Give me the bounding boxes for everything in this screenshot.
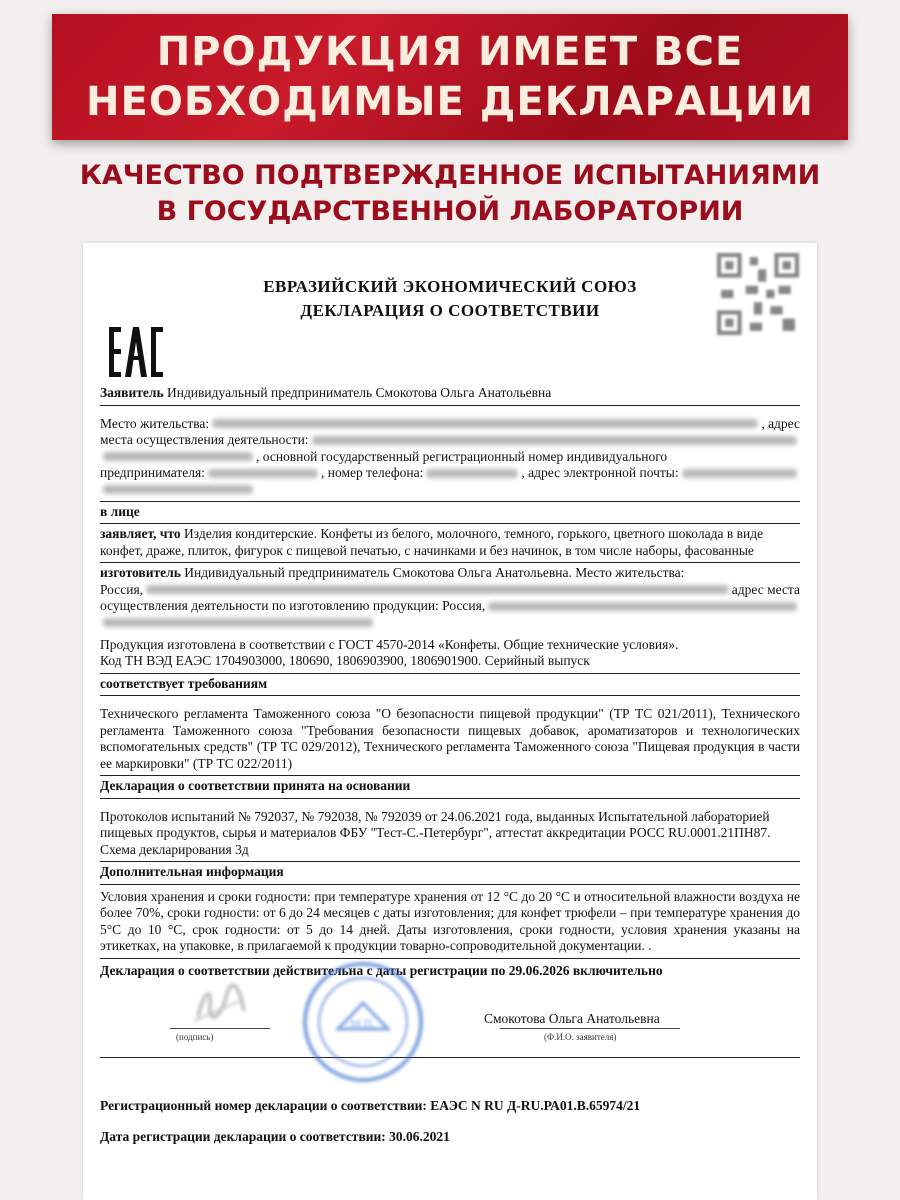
- redacted-manufacturer-address: [146, 585, 729, 594]
- declares-value: Изделия кондитерские. Конфеты из белого, молочного, темного, горького, цветного шоколада в виде конфет, драже, плиток, фигурок с пищевой печатью, с начинками и без начинок, в том числе наборы, фасованные: [100, 526, 764, 558]
- subtitle-line-2: В ГОСУДАРСТВЕННОЙ ЛАБОРАТОРИИ: [156, 196, 744, 227]
- signatory-name: Смокотова Ольга Анатольевна: [484, 1011, 660, 1026]
- redacted-email: [682, 469, 797, 478]
- complies-value: Технического регламента Таможенного союза "О безопасности пищевой продукции" (ТР ТС 021/2011), Технического регламента Таможенного союза "Требования безопасности пищевых добавок, ароматизаторов и технологических вспомогательных средств" (ТР ТС 029/2012), Технического регламента Таможенного союза "Пищевая продукция в части ее маркировки" (ТР ТС 022/2011): [100, 696, 800, 776]
- applicant-value: Индивидуальный предприниматель Смокотова Ольга Анатольевна: [166, 385, 552, 400]
- document-union-title: ЕВРАЗИЙСКИЙ ЭКОНОМИЧЕСКИЙ СОЮЗ: [263, 277, 637, 296]
- applicant-label: Заявитель: [100, 385, 164, 400]
- manufacturer-section: [100, 563, 800, 674]
- entrepreneur-label: предпринимателя:: [100, 465, 205, 480]
- seal-stamp: [300, 959, 426, 1085]
- phone-label: , номер телефона:: [321, 465, 424, 480]
- redacted-email-end: [103, 485, 253, 494]
- document-header: [83, 275, 817, 323]
- complies-label: соответствует требованиям: [100, 674, 800, 697]
- subtitle: [20, 158, 880, 230]
- declares-label: заявляет, что: [100, 526, 181, 541]
- redacted-address-end: [103, 452, 253, 461]
- additional-label: Дополнительная информация: [100, 862, 800, 885]
- signature-scrawl: [190, 981, 250, 1025]
- signature-area: [100, 981, 800, 1058]
- manufacturer-activity: осуществления деятельности по изготовлению продукции: Россия,: [100, 598, 486, 613]
- activity-address-label: места осуществления деятельности:: [100, 432, 309, 447]
- email-label: , адрес электронной почты:: [521, 465, 679, 480]
- manufacturer-country: Россия,: [100, 581, 144, 597]
- redacted-production-address-end: [103, 618, 373, 627]
- code-text: Код ТН ВЭД ЕАЭС 1704903000, 180690, 1806903900, 1806901900. Серийный выпуск: [100, 653, 590, 668]
- banner-line-1: ПРОДУКЦИЯ ИМЕЕТ ВСЕ: [156, 29, 744, 75]
- signature-caption: (подпись): [176, 1032, 214, 1042]
- standard-text: Продукция изготовлена в соответствии с ГОСТ 4570-2014 «Конфеты. Общие технические условия».: [100, 636, 679, 652]
- manufacturer-address-label: адрес места: [731, 581, 800, 597]
- applicant-section: [100, 383, 800, 406]
- basis-section: [100, 799, 800, 863]
- registration-date: Дата регистрации декларации о соответствии: 30.06.2021: [100, 1128, 450, 1144]
- registration-text: , основной государственный регистрационный номер индивидуального: [256, 448, 668, 464]
- redacted-ogrn: [208, 469, 318, 478]
- residence-tail: , адрес: [761, 415, 800, 431]
- header-banner: [52, 14, 848, 140]
- manufacturer-value: Индивидуальный предприниматель Смокотова Ольга Анатольевна. Место жительства:: [184, 565, 685, 580]
- manufacturer-label: изготовитель: [100, 565, 181, 580]
- declares-section: [100, 524, 800, 563]
- registration-number: Регистрационный номер декларации о соответствии: ЕАЭС N RU Д-RU.РА01.В.65974/21: [100, 1098, 641, 1113]
- redacted-phone: [426, 469, 518, 478]
- svg-text:М.П.: М.П.: [350, 1016, 376, 1030]
- banner-line-2: НЕОБХОДИМЫЕ ДЕКЛАРАЦИИ: [86, 79, 814, 125]
- redacted-activity-address: [312, 436, 797, 445]
- in-person-section: в лице: [100, 502, 800, 525]
- residence-section: [100, 406, 800, 502]
- document-body: [100, 383, 800, 1145]
- qr-code-icon: [717, 253, 799, 335]
- validity-text: Декларация о соответствии действительна с даты регистрации по 29.06.2026 включительно: [100, 962, 663, 978]
- declaration-document: [83, 243, 817, 1200]
- name-caption: (Ф.И.О. заявителя): [544, 1032, 617, 1042]
- scheme-text: Схема декларирования 3д: [100, 841, 249, 857]
- subtitle-line-1: КАЧЕСТВО ПОДТВЕРЖДЕННОЕ ИСПЫТАНИЯМИ: [79, 160, 821, 191]
- redacted-production-address: [488, 602, 797, 611]
- document-title: ДЕКЛАРАЦИЯ О СООТВЕТСТВИИ: [300, 301, 600, 320]
- residence-label: Место жительства:: [100, 415, 210, 431]
- redacted-residence: [212, 419, 758, 428]
- eac-logo: [108, 324, 164, 380]
- basis-value: Протоколов испытаний № 792037, № 792038, № 792039 от 24.06.2021 года, выданных Испытательной лабораторией пищевых продуктов, сырья и материалов ФБУ "Тест-С.-Петербург", аттестат аккредитации РОСС RU.0001.21ПН87.: [100, 808, 771, 840]
- additional-value: Условия хранения и сроки годности: при температуре хранения от 12 °С до 20 °С и относительной влажности воздуха не более 70%, сроки годности: от 6 до 24 месяцев с даты изготовления; для конфет трюфели – при температуре хранения до 5°С до 10 °С, срок годности: от 5 до 14 дней. Даты изготовления, сроки годности, условия хранения указаны на этикетках, на упаковке, в прилагаемой к продукции товарно-сопроводительной документации. .: [100, 885, 800, 959]
- basis-label: Декларация о соответствии принята на основании: [100, 776, 800, 799]
